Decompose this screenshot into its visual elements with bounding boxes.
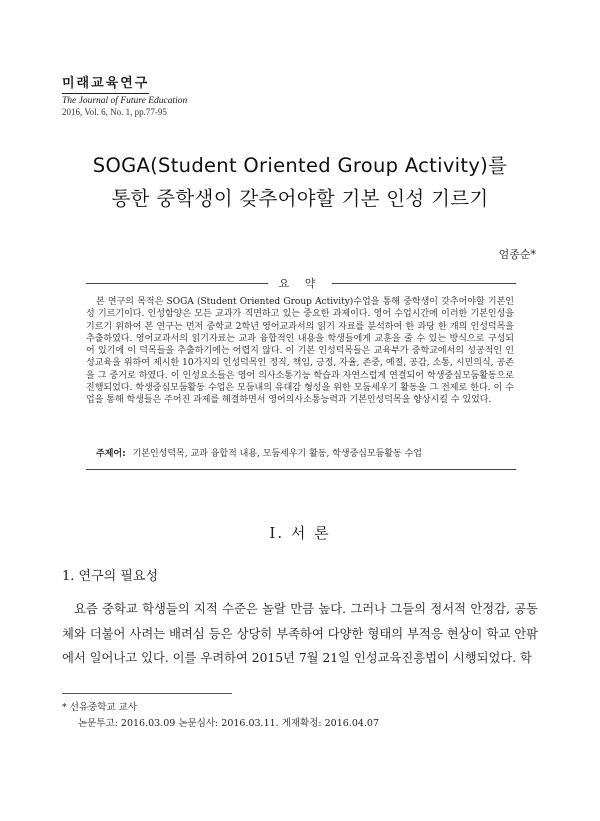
abstract-bottom-rule	[86, 469, 516, 470]
keywords-text: 기본인성덕목, 교과 융합적 내용, 모둠세우기 활동, 학생중심모둠활동 수업	[132, 449, 422, 459]
journal-english-name: The Journal of Future Education	[62, 96, 188, 106]
footnote-affiliation: * 선유중학교 교사	[62, 702, 138, 713]
journal-volume-info: 2016, Vol. 6, No. 1, pp.77-95	[62, 107, 167, 117]
journal-header	[62, 72, 187, 117]
paper-title-line1: SOGA(Student Oriented Group Activity)를	[92, 154, 508, 177]
author-name: 엄종순*	[498, 248, 536, 261]
paper-title-line2: 통한 중학생이 갖추어야할 기본 인성 기르기	[111, 187, 489, 210]
journal-korean-name: 미래교육연구	[62, 72, 149, 94]
keywords-label: 주제어:	[96, 449, 126, 459]
abstract-rule-right	[332, 283, 516, 284]
abstract-text: 본 연구의 목적은 SOGA (Student Oriented Group Activity)수업을 통해 중학생이 갖추어야할 기본인성 기르기이다. 인성함양은 모든 교과가 직면하고 있는 중요한 과제이다. 영어 수업시간에 이러한 기본인성을 기르기 위하여 본 연구는 먼저 중학교 2학년 영어교과서의 읽기 자료를 분석하여 한 과당 한 개의 인성덕목을 추출하였다. 영어교과서의 읽기자료는 교과 융합적인 내용을 학생들에게 교훈을 줄 수 있는 방식으로 구성되어 있기에 이 덕목들을 추출하기에는 어렵지 않다. 이 기본 인성덕목들은 교육부가 중학교에서의 성공적인 인성교육을 위하여 제시한 10가지의 인성덕목인 정직, 책임, 긍정, 자율, 존중, 예절, 공감, 소통, 시민의식, 공존을 그 중거로 하였다. 이 인성요소들은 영어 의사소통기능 학습과 자연스럽게 연결되어 학생중심모둠활동으로 진행되었다. 학생중심모둠활동 수업은 모둠내의 유대감 형성을 위한 모둠세우기 활동을 그 전제로 한다. 이 수업을 통해 학생들은 주어진 과제를 해결하면서 영어의사소통능력과 기본인성덕목을 향상시킬 수 있었다.	[86, 297, 514, 406]
subsection-heading: 1. 연구의 필요성	[62, 569, 159, 584]
abstract-label: 요 약	[278, 277, 322, 290]
footnote-rule	[62, 693, 232, 694]
keywords	[96, 446, 516, 459]
abstract-rule-left	[86, 283, 268, 284]
body-paragraph: 요즘 중학교 학생들의 지적 수준은 놀랄 만큼 높다. 그러나 그들의 정서적 안정감, 공동체와 더불어 사려는 배려심 등은 상당히 부족하여 다양한 형태의 부적응 현상이 학교 안팎에서 일어나고 있다. 이를 우려하여 2015년 7월 21일 인성교육진흥법이 시행되었다. 학	[62, 602, 538, 665]
section-heading: I. 서 론	[269, 524, 331, 542]
footnote-dates: 논문투고: 2016.03.09 논문심사: 2016.03.11. 게재확정: 2016.04.07	[78, 718, 380, 729]
